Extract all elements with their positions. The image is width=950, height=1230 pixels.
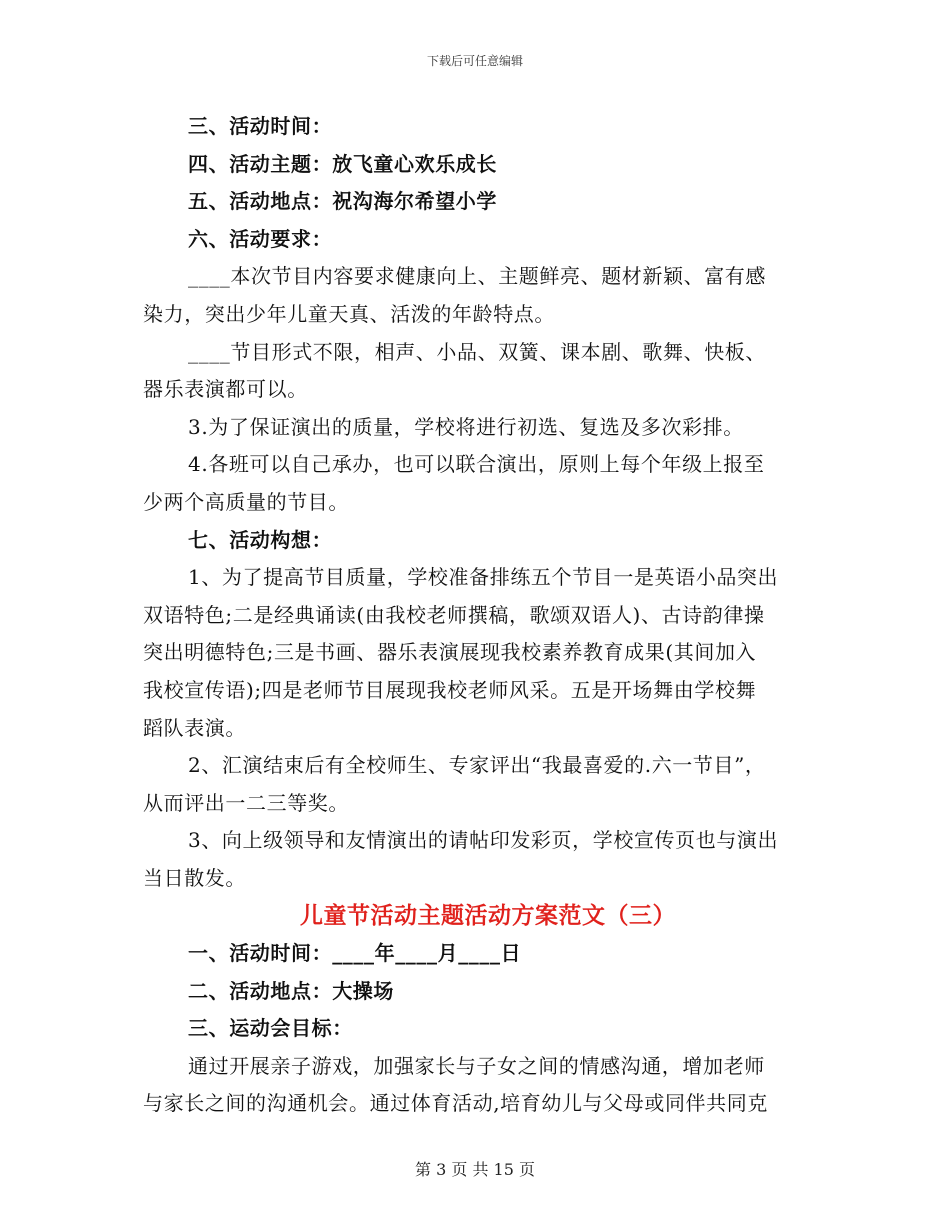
paragraph-line: 与家长之间的沟通机会。通过体育活动,培育幼儿与父母或同伴共同克 — [143, 1091, 768, 1116]
paragraph-line: 蹈队表演。 — [143, 715, 246, 740]
paragraph-line: ____节目形式不限，相声、小品、双簧、课本剧、歌舞、快板、 — [188, 339, 766, 364]
paragraph-line: 双语特色;二是经典诵读(由我校老师撰稿，歌颂双语人)、古诗韵律操 — [143, 602, 765, 627]
paragraph-line: 染力，突出少年儿童天真、活泼的年龄特点。 — [143, 301, 555, 326]
paragraph-line: 3、向上级领导和友情演出的请帖印发彩页，学校宣传页也与演出 — [188, 828, 779, 853]
heading-activity-location: 五、活动地点：祝沟海尔希望小学 — [188, 189, 497, 214]
paragraph-line: 当日散发。 — [143, 865, 246, 890]
heading-event-location: 二、活动地点：大操场 — [188, 978, 394, 1003]
paragraph-line: 突出明德特色;三是书画、器乐表演展现我校素养教育成果(其间加入 — [143, 640, 757, 665]
paragraph-line: 器乐表演都可以。 — [143, 377, 308, 402]
paragraph-line: 通过开展亲子游戏，加强家长与子女之间的情感沟通，增加老师 — [188, 1053, 765, 1078]
heading-activity-theme: 四、活动主题：放飞童心欢乐成长 — [188, 151, 497, 176]
paragraph-line: 4.各班可以自己承办，也可以联合演出，原则上每个年级上报至 — [188, 452, 765, 477]
paragraph-line: 从而评出一二三等奖。 — [143, 790, 349, 815]
paragraph-line: 少两个高质量的节目。 — [143, 489, 349, 514]
heading-activity-requirements: 六、活动要求： — [188, 226, 333, 251]
paragraph-line: ____本次节目内容要求健康向上、主题鲜亮、题材新颖、富有感 — [188, 264, 766, 289]
document-body — [143, 108, 803, 1123]
paragraph-line: 2、汇演结束后有全校师生、专家评出“我最喜爱的.六一节目”， — [188, 753, 766, 778]
heading-activity-time: 三、活动时间： — [188, 114, 333, 138]
heading-sports-goal: 三、运动会目标： — [188, 1016, 353, 1041]
paragraph-line: 我校宣传语);四是老师节目展现我校老师风采。五是开场舞由学校舞 — [143, 677, 757, 702]
paragraph-line: 1、为了提高节目质量，学校准备排练五个节目一是英语小品突出 — [188, 565, 779, 590]
heading-event-time: 一、活动时间：____年____月____日 — [188, 941, 522, 966]
paragraph-line: 3.为了保证演出的质量，学校将进行初选、复选及多次彩排。 — [188, 414, 744, 439]
section-title: 儿童节活动主题活动方案范文（三） — [300, 902, 676, 930]
heading-activity-plan: 七、活动构想： — [188, 527, 333, 552]
page-header: 下载后可任意编辑 — [426, 54, 523, 68]
page-footer: 第 3 页 共 15 页 — [415, 1160, 535, 1179]
